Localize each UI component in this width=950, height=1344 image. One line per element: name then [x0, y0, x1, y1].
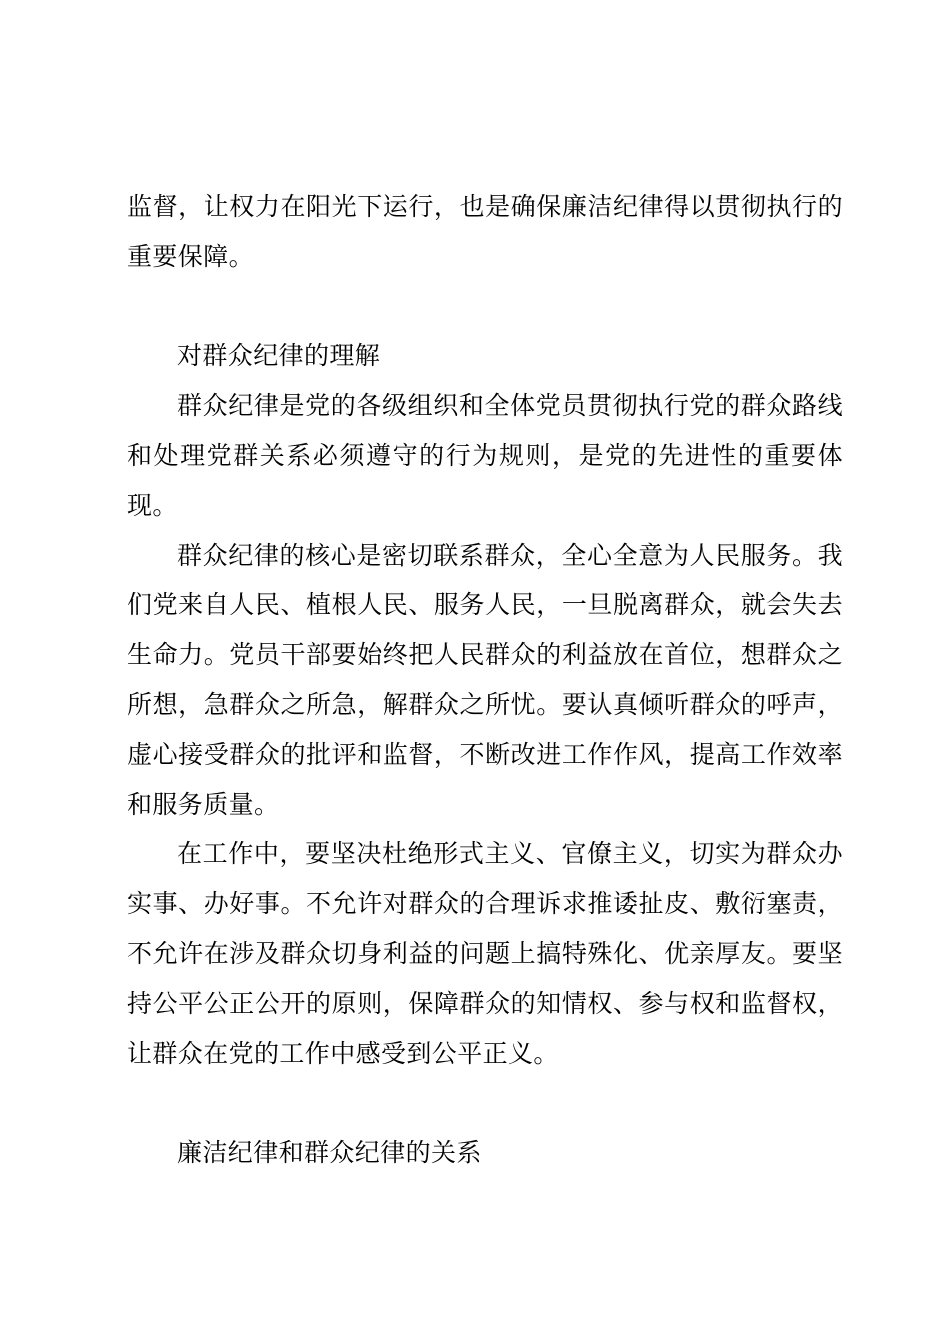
- body-paragraph: 在工作中，要坚决杜绝形式主义、官僚主义，切实为群众办实事、办好事。不允许对群众的合理诉求推诿扯皮、敷衍塞责，不允许在涉及群众切身利益的问题上搞特殊化、优亲厚友。要坚持公平公正公开的原则，保障群众的知情权、参与权和监督权，让群众在党的工作中感受到公平正义。: [127, 839, 843, 1068]
- body-paragraph: 群众纪律是党的各级组织和全体党员贯彻执行党的群众路线和处理党群关系必须遵守的行为规则，是党的先进性的重要体现。: [127, 391, 843, 520]
- body-paragraph: 群众纪律的核心是密切联系群众，全心全意为人民服务。我们党来自人民、植根人民、服务人民，一旦脱离群众，就会失去生命力。党员干部要始终把人民群众的利益放在首位，想群众之所想，急群众之所急，解群众之所忧。要认真倾听群众的呼声，虚心接受群众的批评和监督，不断改进工作作风，提高工作效率和服务质量。: [127, 540, 843, 819]
- section-heading-relationship: 廉洁纪律和群众纪律的关系: [177, 1138, 482, 1168]
- section-spacer: [127, 1078, 843, 1128]
- document-body: [127, 182, 843, 1178]
- continuation-paragraph: 监督，让权力在阳光下运行，也是确保廉洁纪律得以贯彻执行的重要保障。: [127, 192, 843, 271]
- section-heading-mass-discipline: 对群众纪律的理解: [177, 341, 381, 371]
- section-spacer: [127, 282, 843, 332]
